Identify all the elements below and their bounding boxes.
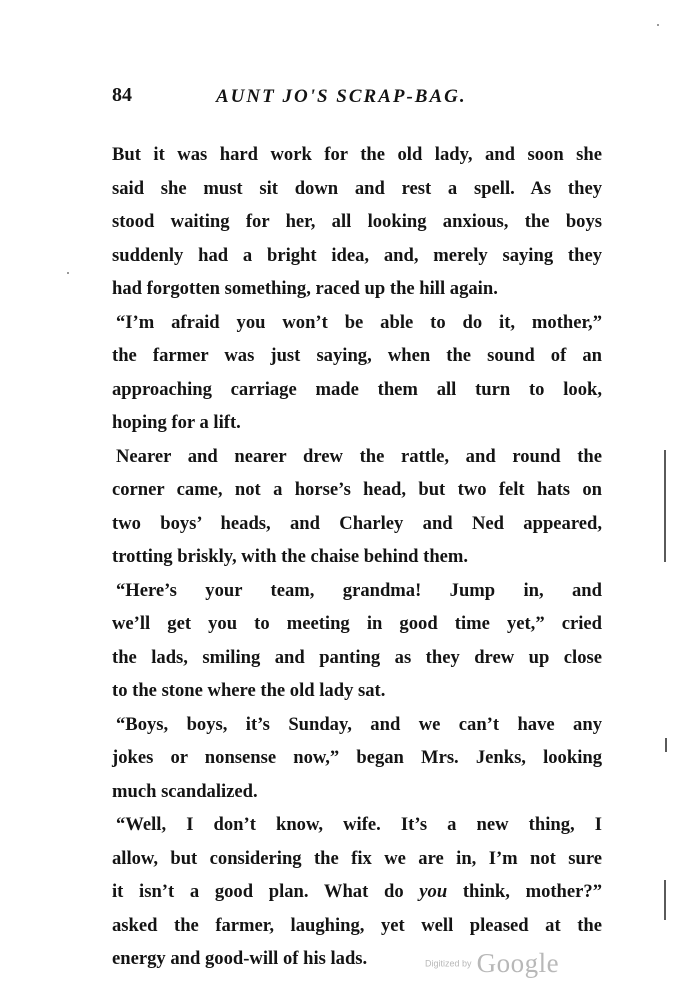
- scan-margin-mark: [664, 880, 666, 920]
- text-line: two boys’ heads, and Charley and Ned appeared,: [112, 512, 602, 534]
- running-head: AUNT JO'S SCRAP-BAG.: [216, 86, 467, 107]
- google-logo-text: Google: [476, 948, 560, 978]
- text-line: we’ll get you to meeting in good time yet,” cried: [112, 613, 602, 634]
- text-segment: think, mother?”: [447, 881, 602, 902]
- text-line: asked the farmer, laughing, yet well pleased at the: [112, 914, 602, 936]
- text-line: corner came, not a horse’s head, but two felt hats on: [112, 479, 602, 500]
- text-line: energy and good-will of his lads.: [112, 948, 368, 969]
- text-line: hoping for a lift.: [112, 412, 241, 433]
- text-line: “I’m afraid you won’t be able to do it, mother,”: [116, 311, 602, 333]
- emphasis: you: [419, 881, 448, 902]
- scan-margin-mark: [665, 738, 667, 752]
- text-line: had forgotten something, raced up the hill again.: [112, 278, 498, 299]
- text-line: the farmer was just saying, when the sound of an: [112, 345, 602, 366]
- text-line: [112, 875, 602, 909]
- text-line: the lads, smiling and panting as they drew up close: [112, 646, 602, 668]
- page-header: [112, 84, 598, 114]
- text-line: much scandalized.: [112, 780, 258, 802]
- watermark-small-text: Digitized by: [425, 958, 472, 969]
- text-line: approaching carriage made them all turn to look,: [112, 378, 602, 400]
- text-line: said she must sit down and rest a spell. As they: [112, 177, 602, 199]
- text-line: “Well, I don’t know, wife. It’s a new thing, I: [116, 814, 602, 835]
- digitized-by-google-watermark: [425, 948, 559, 978]
- text-line: stood waiting for her, all looking anxious, the boys: [112, 211, 602, 232]
- text-line: suddenly had a bright idea, and, merely saying they: [112, 244, 602, 266]
- scan-margin-mark: [664, 450, 666, 562]
- text-line: allow, but considering the fix we are in, I’m not sure: [112, 847, 602, 869]
- text-line: But it was hard work for the old lady, and soon she: [112, 144, 602, 165]
- text-line: “Boys, boys, it’s Sunday, and we can’t have any: [116, 713, 602, 735]
- body-text: [112, 138, 602, 976]
- scan-speck: [67, 272, 69, 274]
- text-line: jokes or nonsense now,” began Mrs. Jenks, looking: [112, 747, 602, 768]
- text-line: trotting briskly, with the chaise behind them.: [112, 546, 469, 567]
- scan-speck: [657, 24, 659, 26]
- page-number: 84: [112, 84, 132, 106]
- text-line: to the stone where the old lady sat.: [112, 680, 386, 701]
- text-line: Nearer and nearer drew the rattle, and round the: [116, 445, 602, 467]
- text-line: “Here’s your team, grandma! Jump in, and: [116, 579, 602, 601]
- text-segment: it isn’t a good plan. What do: [112, 881, 420, 902]
